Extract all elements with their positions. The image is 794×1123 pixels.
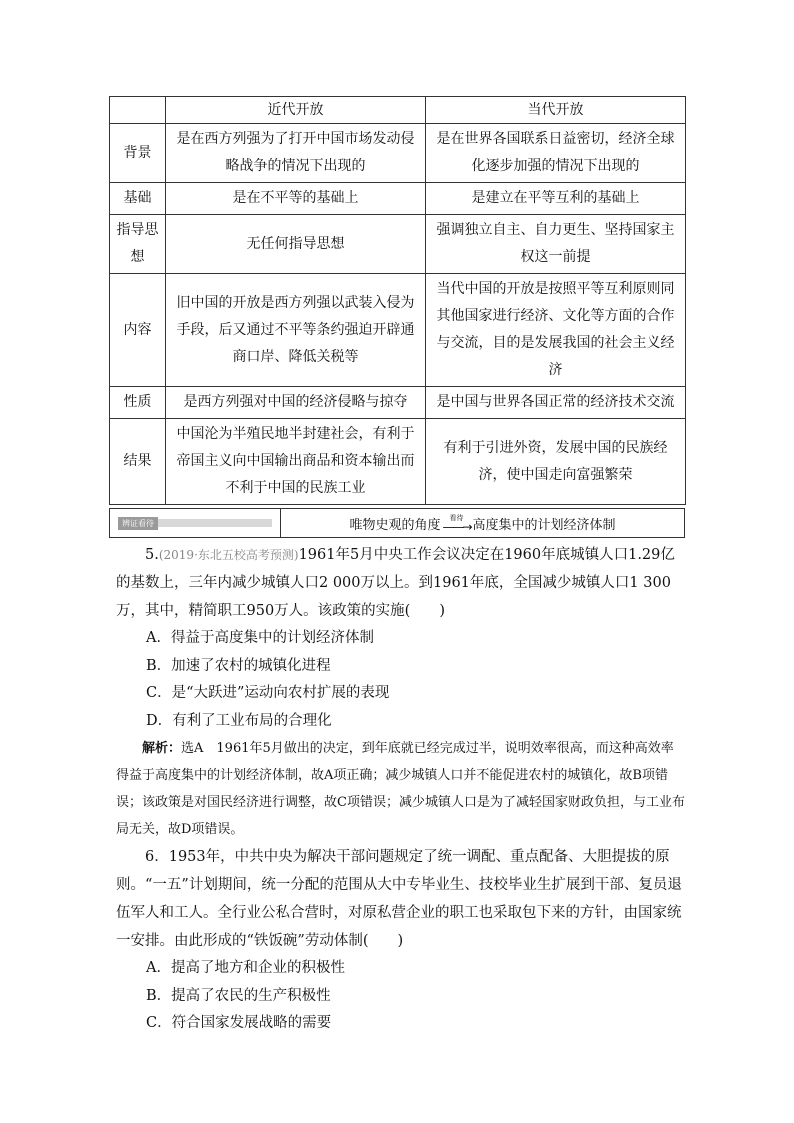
analysis-label: 解析： [142, 741, 182, 756]
row-label: 指导思想 [110, 215, 166, 274]
table-row [110, 124, 686, 183]
table-row [110, 419, 686, 505]
row-label: 结果 [110, 419, 166, 505]
section-banner [109, 508, 685, 538]
cell-contemporary: 有利于引进外资，发展中国的民族经济，使中国走向富强繁荣 [426, 419, 686, 505]
q5-source: (2019·东北五校高考预测) [158, 548, 299, 562]
table-row [110, 183, 686, 215]
arrow-note: 看待 [449, 514, 464, 522]
cell-modern: 旧中国的开放是西方列强以武装入侵为手段，后又通过不平等条约强迫开辟通商口岸、降低关税等 [166, 274, 426, 387]
q5-option-c: C．是“大跃进”运动向农村扩展的表现 [146, 685, 390, 701]
cell-modern: 无任何指导思想 [166, 215, 426, 274]
banner-right-text: 高度集中的计划经济体制 [472, 517, 616, 533]
banner-left [110, 509, 281, 537]
banner-decor-bar [158, 519, 272, 527]
q5-stem [116, 541, 686, 625]
cell-contemporary: 是中国与世界各国正常的经济技术交流 [426, 387, 686, 419]
cell-modern: 是在不平等的基础上 [166, 183, 426, 215]
cell-contemporary: 是在世界各国联系日益密切，经济全球化逐步加强的情况下出现的 [426, 124, 686, 183]
banner-tag: 辨证看待 [118, 517, 158, 530]
analysis-text: 选A 1961年5月做出的决定，到年底就已经完成过半，说明效率很高，而这种高效率得益于高度集中的计划经济体制，故A项正确；减少城镇人口并不能促进农村的城镇化，故B项错误；该政策是对国民经济进行调整，故C项错误；减少城镇人口是为了减轻国家财政负担，与工业布局无关，故D项错误。 [116, 741, 685, 837]
arrow-icon: 看待 ——→ [442, 514, 471, 534]
banner-left-text: 唯物史观的角度 [349, 517, 441, 533]
q5-stem-text: 1961年5月中央工作会议决定在1960年底城镇人口1.29亿的基数上，三年内减少城镇人口2 000万以上。到1961年底，全国减少城镇人口1 300万，其中，精简职工950万人。该政策的实施( ) [116, 547, 675, 619]
row-label: 基础 [110, 183, 166, 215]
questions [116, 541, 686, 1038]
q5-option-b: B．加速了农村的城镇化进程 [146, 657, 331, 674]
table-header-corner [110, 97, 166, 124]
q6-option-b: B．提高了农民的生产积极性 [146, 987, 331, 1004]
q6-option-a: A．提高了地方和企业的积极性 [146, 960, 345, 976]
row-label: 背景 [110, 124, 166, 183]
cell-modern: 中国沦为半殖民地半封建社会，有利于帝国主义向中国输出商品和资本输出而不利于中国的民族工业 [166, 419, 426, 505]
table-row [110, 274, 686, 387]
q5-option-d: D．有利了工业布局的合理化 [146, 712, 332, 729]
banner-title [281, 509, 684, 537]
cell-contemporary: 是建立在平等互利的基础上 [426, 183, 686, 215]
table-header-row [110, 97, 686, 124]
row-label: 性质 [110, 387, 166, 419]
cell-modern: 是西方列强对中国的经济侵略与掠夺 [166, 387, 426, 419]
table-header-contemporary: 当代开放 [426, 97, 686, 124]
table-row [110, 215, 686, 274]
q5-analysis [116, 735, 686, 843]
cell-modern: 是在西方列强为了打开中国市场发动侵略战争的情况下出现的 [166, 124, 426, 183]
cell-contemporary: 强调独立自主、自力更生、坚持国家主权这一前提 [426, 215, 686, 274]
comparison-table [109, 96, 686, 505]
q6-option-c: C．符合国家发展战略的需要 [146, 1015, 332, 1031]
row-label: 内容 [110, 274, 166, 387]
q5-number: 5. [145, 547, 159, 563]
q6-stem: 6．1953年，中共中央为解决干部问题规定了统一调配、重点配备、大胆提拔的原则。“一五”计划期间，统一分配的范围从大中专毕业生、技校毕业生扩展到干部、复员退伍军人和工人。全行业公私合营时，对原私营企业的职工也采取包下来的方针，由国家统一安排。由此形成的“铁饭碗”劳动体制( ) [116, 849, 682, 949]
q5-option-a: A．得益于高度集中的计划经济体制 [146, 630, 374, 646]
cell-contemporary: 当代中国的开放是按照平等互利原则同其他国家进行经济、文化等方面的合作与交流，目的是发展我国的社会主义经济 [426, 274, 686, 387]
table-header-modern: 近代开放 [166, 97, 426, 124]
table-row [110, 387, 686, 419]
